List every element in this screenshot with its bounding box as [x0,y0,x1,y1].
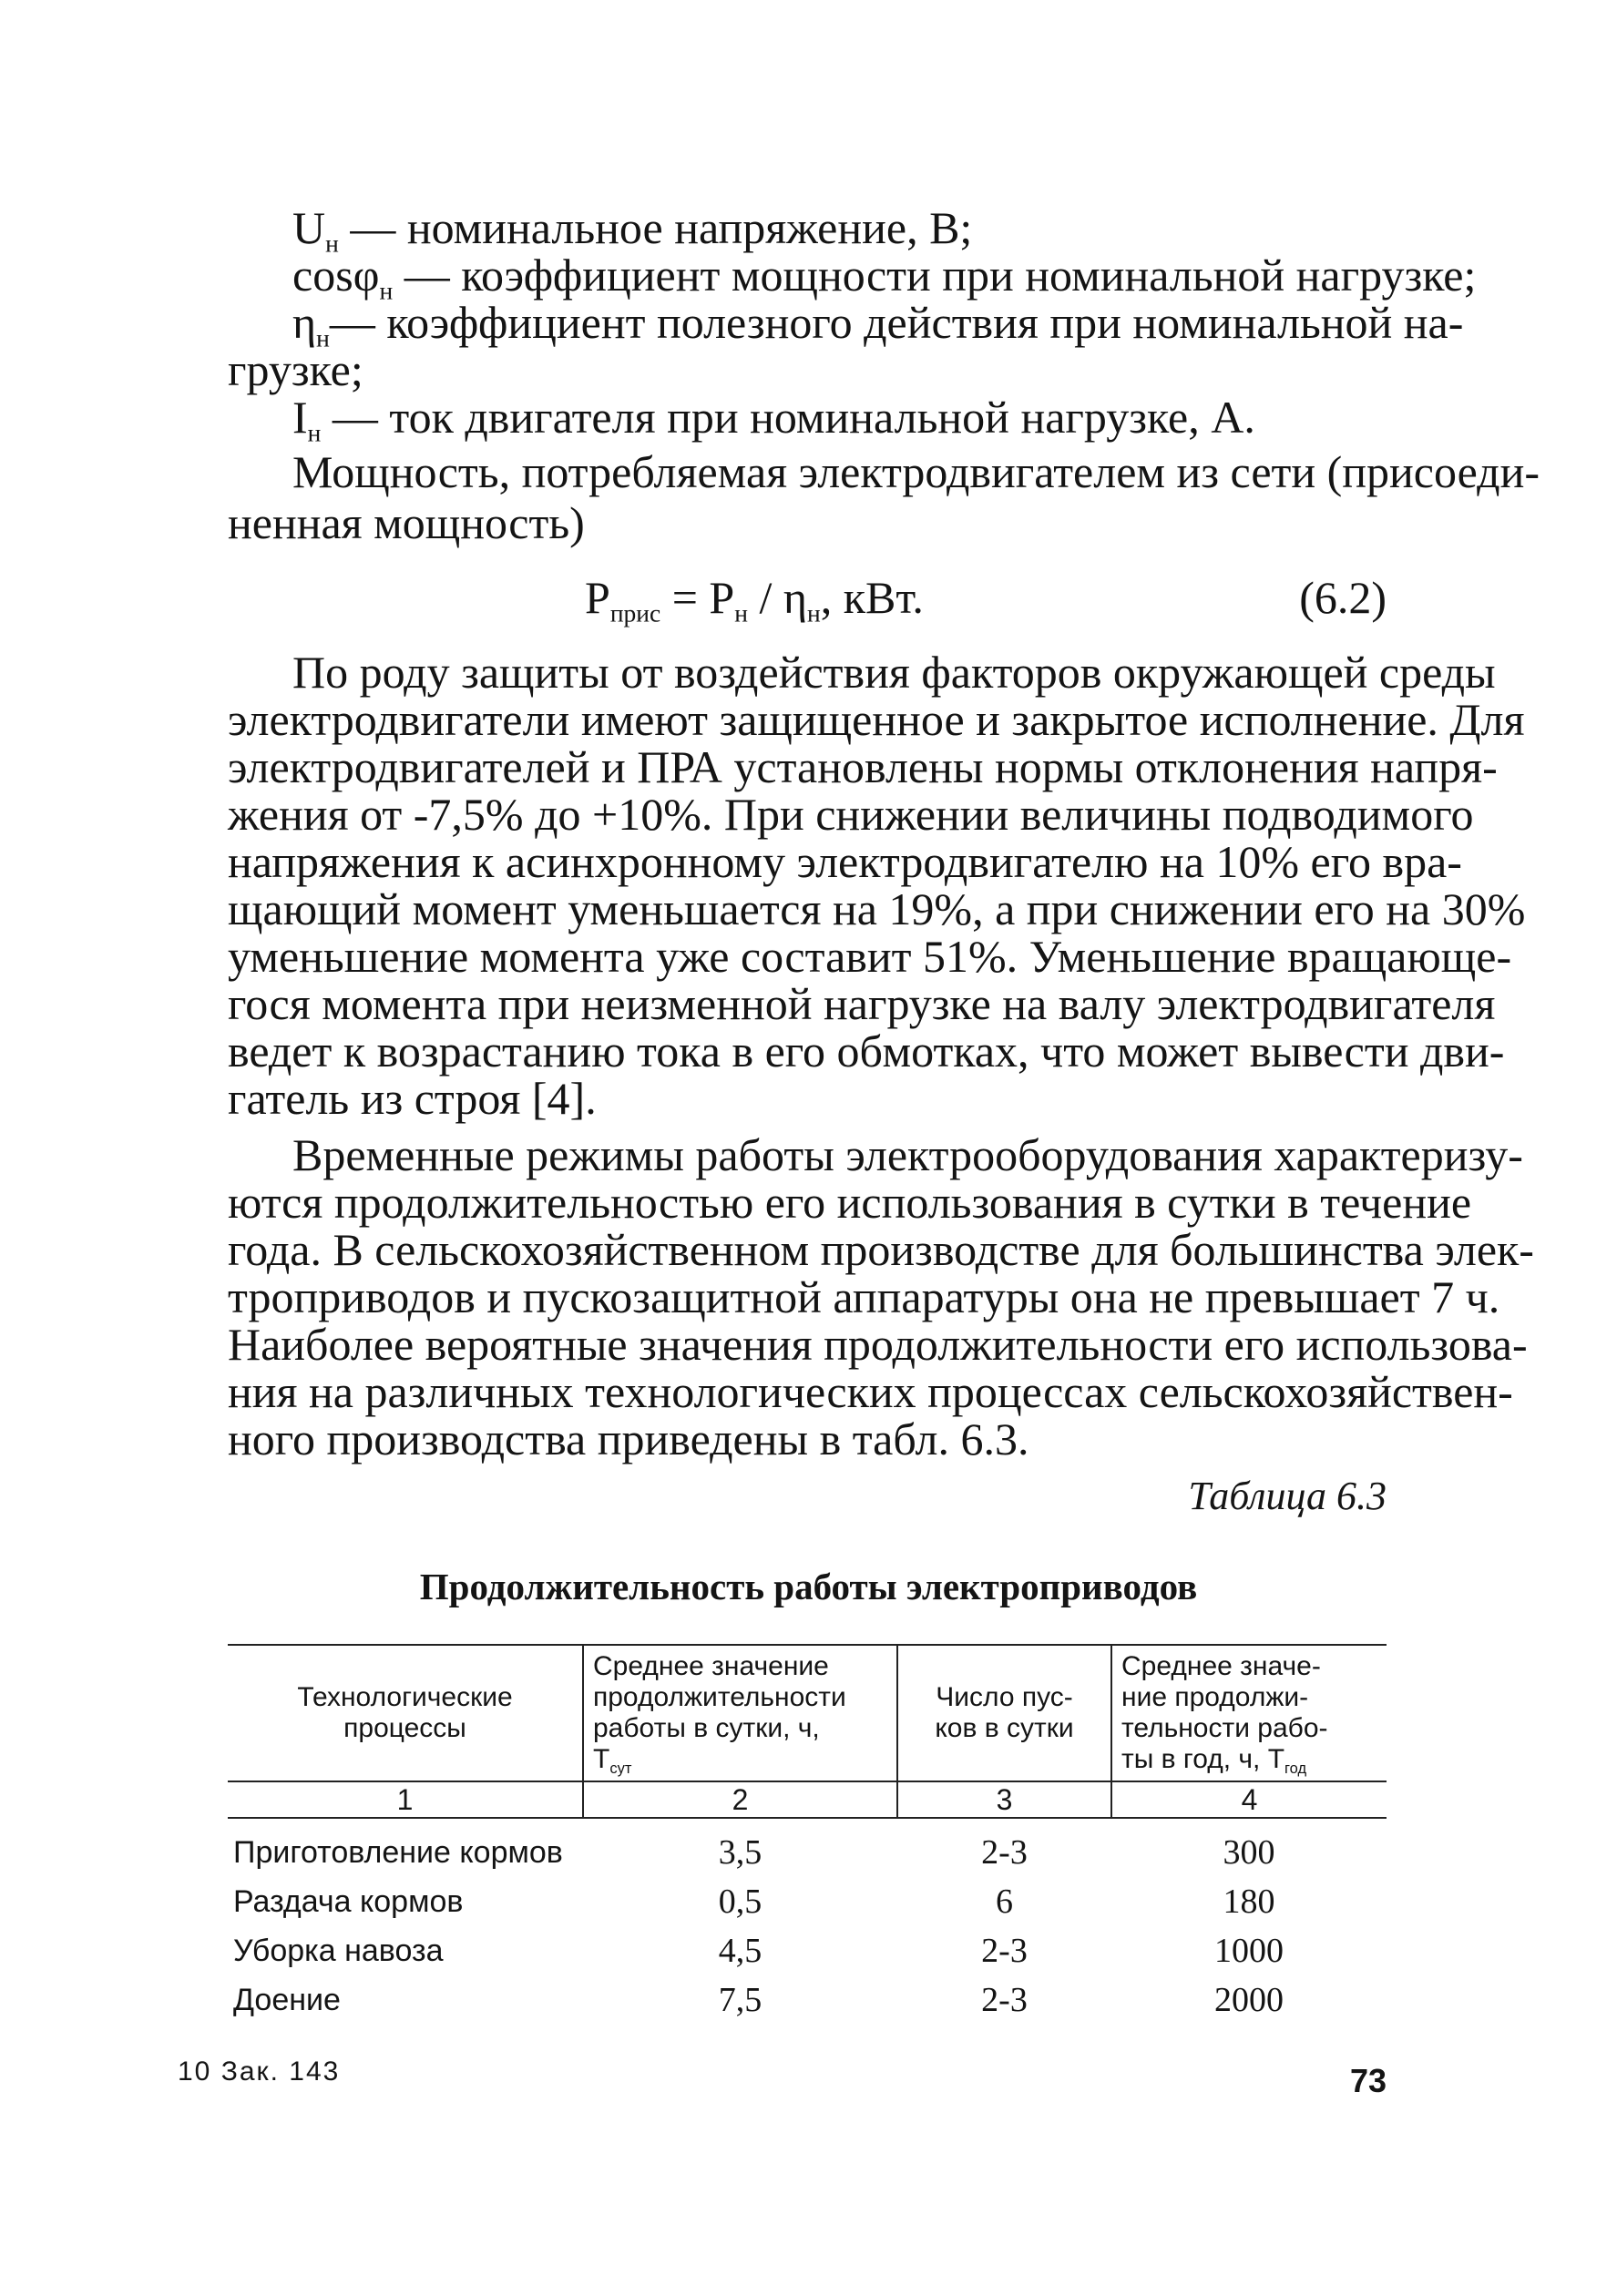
p2-line: Временные режимы работы электрооборудования характеризу- [292,1129,1523,1180]
table-row [228,1926,1387,1975]
definition-text: — коэффициент мощности при номинальной нагрузке; [393,250,1477,301]
cell-starts: 2-3 [981,1981,1028,2019]
header-line: работы в сутки, ч, [593,1713,820,1743]
definition-efficiency-cont [228,344,363,395]
p2-line: ются продолжительностью его использования в сутки в течение [228,1177,1472,1228]
formula-tail: , кВт. [820,572,924,623]
p2-line: года. В сельскохозяйственном производстве для большинства элек- [228,1224,1534,1275]
symbol-sub: н [316,323,330,352]
p2-line: ного производства приведены в табл. 6.3. [228,1413,1029,1464]
definition-current [292,392,1255,447]
table-row [228,1877,1387,1926]
definition-efficiency [292,297,1464,352]
cell-daily: 4,5 [718,1932,762,1970]
cell-yearly: 2000 [1214,1981,1284,2019]
cell-yearly: 180 [1223,1883,1275,1921]
header-line: ков в сутки [935,1713,1074,1743]
col-number: 4 [1111,1781,1387,1818]
symbol: I [292,392,308,443]
column-numbers-row [228,1781,1387,1818]
header-line: тельности рабо- [1121,1713,1328,1743]
symbol: η [292,297,317,348]
header-yearly [1111,1645,1387,1781]
header-sub: год [1284,1760,1307,1777]
formula-lhs: P [585,572,610,623]
cell-daily: 3,5 [718,1833,762,1872]
formula-lhs-sub: прис [609,598,661,628]
header-sub: сут [609,1760,632,1777]
formula-number: (6.2) [1299,572,1387,623]
p1-line: уменьшение момента уже составит 51%. Уменьшение вращающе- [228,931,1512,982]
col-number: 3 [897,1781,1111,1818]
symbol-sub: н [325,229,339,258]
cell-process: Раздача кормов [233,1884,464,1919]
formula-p-sub: н [734,598,748,628]
table-caption: Таблица 6.3 [1188,1474,1387,1518]
p1-line: электродвигателей и ПРА установлены нормы отклонения напря- [228,741,1498,792]
p1-line: щающий момент уменьшается на 19%, а при снижении его на 30% [228,883,1526,934]
header-daily [583,1645,897,1781]
symbol-sub: н [307,418,322,447]
p2-line: троприводов и пускозащитной аппаратуры она не превышает 7 ч. [228,1271,1500,1322]
symbol-sub: н [379,276,394,305]
symbol: cosφ [292,250,380,301]
cell-daily: 0,5 [718,1883,762,1921]
p1-line: гося момента при неизменной нагрузке на валу электродвигателя [228,978,1496,1029]
definition-text: — номинальное напряжение, В; [338,202,973,253]
header-starts [897,1645,1111,1781]
formula-eta-sub: н [806,598,821,628]
definition-text: — коэффициент полезного действия при номинальной на- [329,297,1464,348]
p1-line: электродвигатели имеют защищенное и закрытое исполнение. Для [228,694,1525,745]
p2-line: ния на различных технологических процессах сельскохозяйствен- [228,1366,1513,1417]
cell-process: Приготовление кормов [233,1835,563,1870]
p1-line: ведет к возрастанию тока в его обмотках, что может вывести дви- [228,1026,1505,1077]
header-line: Среднее значение [593,1651,829,1681]
definition-power-factor [292,250,1477,305]
header-sym: T [593,1744,610,1774]
header-line: Среднее значе- [1121,1651,1321,1681]
formula-6-2 [585,572,924,628]
page-number: 73 [1349,2062,1387,2099]
formula-div: / η [747,572,807,623]
cell-process: Уборка навоза [233,1934,444,1968]
power-intro-line-2: ненная мощность) [228,497,585,548]
data-table [228,1644,1387,2025]
table-row [228,1818,1387,1877]
header-line: Число пус- [936,1682,1073,1712]
header-processes: Технологические процессы [228,1645,583,1781]
p1-line: жения от -7,5% до +10%. При снижении величины подводимого [228,789,1474,840]
symbol: U [292,202,326,253]
table-title: Продолжительность работы электроприводов [419,1566,1198,1607]
cell-process: Доение [233,1983,341,2017]
definition-voltage [292,202,973,258]
header-line [1121,1744,1377,1775]
definition-text: грузке; [228,344,363,395]
cell-yearly: 300 [1223,1833,1275,1872]
header-line [593,1744,887,1775]
table-row [228,1975,1387,2025]
col-number: 1 [228,1781,583,1818]
formula-eq: = P [660,572,735,623]
col-number: 2 [583,1781,897,1818]
table-header-row [228,1645,1387,1781]
p1-line: напряжения к асинхронному электродвигателю на 10% его вра- [228,836,1462,887]
footer-signature: 10 Зак. 143 [178,2056,341,2087]
p1-line: гатель из строя [4]. [228,1073,597,1124]
header-sym: ты в год, ч, T [1121,1744,1285,1774]
power-intro-line-1: Мощность, потребляемая электродвигателем из сети (присоеди- [292,446,1540,497]
cell-yearly: 1000 [1214,1932,1284,1970]
cell-starts: 6 [996,1883,1013,1921]
header-line: ние продолжи- [1121,1682,1309,1712]
definition-text: — ток двигателя при номинальной нагрузке, А. [321,392,1255,443]
header-line: продолжительности [593,1682,846,1712]
p1-line: По роду защиты от воздействия факторов окружающей среды [292,647,1496,698]
cell-daily: 7,5 [718,1981,762,2019]
cell-starts: 2-3 [981,1833,1028,1872]
p2-line: Наиболее вероятные значения продолжительности его использова- [228,1319,1528,1370]
cell-starts: 2-3 [981,1932,1028,1970]
